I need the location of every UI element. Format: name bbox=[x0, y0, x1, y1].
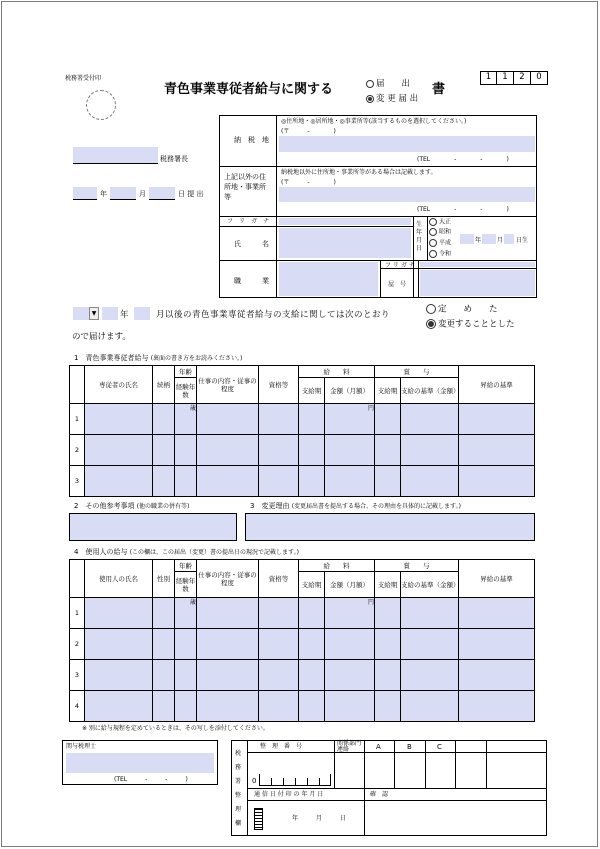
name-label: 氏 名 bbox=[234, 240, 269, 248]
stamp-label: 税務署受付印 bbox=[65, 75, 102, 82]
form-number: 1 1 2 0 bbox=[480, 71, 548, 85]
address-label: 納 税 地 bbox=[234, 136, 269, 144]
radio-icon bbox=[429, 228, 437, 236]
tax-agent-label: 関与税理士 bbox=[66, 743, 97, 750]
day-label: 日 提 出 bbox=[178, 190, 204, 198]
tax-office-field[interactable] bbox=[73, 147, 158, 164]
birth-year[interactable] bbox=[460, 234, 474, 244]
section4-title: 4 使用人の給与 (この欄は、この届出（変更）書の提出日の現況で記載します。) bbox=[74, 548, 299, 556]
address-field[interactable] bbox=[279, 136, 535, 152]
serial-ticks bbox=[259, 774, 331, 786]
birth-day[interactable] bbox=[504, 234, 514, 244]
table-row: 3 bbox=[70, 660, 535, 691]
radio-icon bbox=[366, 80, 374, 88]
tax-agent-field[interactable] bbox=[66, 753, 214, 773]
era-taisho[interactable]: 大正 bbox=[429, 218, 451, 226]
year-label: 年 bbox=[100, 190, 107, 198]
table-row: 2 bbox=[70, 435, 535, 466]
era-reiwa[interactable]: 令和 bbox=[429, 250, 451, 258]
table-row: 1 歳 円 bbox=[70, 404, 535, 435]
serial-label: 整 理 番 号 bbox=[260, 743, 303, 750]
table-row: 1 歳 円 bbox=[70, 598, 535, 629]
barcode-icon bbox=[254, 808, 263, 830]
tel-field[interactable]: (TEL - - ) bbox=[417, 156, 509, 163]
submit-month[interactable] bbox=[110, 187, 136, 200]
office-use-label: 税務署整理欄 bbox=[235, 750, 242, 827]
furigana-label: フ リ ガ ナ bbox=[227, 218, 270, 225]
office-suffix: 税務署長 bbox=[160, 155, 188, 163]
birth-day-label: 日生 bbox=[516, 237, 529, 244]
stamp-circle bbox=[86, 90, 116, 120]
tax-agent-tel[interactable]: (TEL - - ) bbox=[114, 776, 188, 783]
section2-title: 2 その他参考事項 (他の職業の併有等) bbox=[74, 502, 190, 510]
other-address-note: 納税地以外に住所地・事業所等がある場合は記載します。 bbox=[281, 169, 437, 176]
era-showa[interactable]: 昭和 bbox=[429, 228, 451, 236]
ymd-label: 年 月 日 bbox=[292, 815, 347, 822]
era-heisei[interactable]: 平成 bbox=[429, 239, 451, 247]
shop-furigana-field[interactable] bbox=[420, 262, 535, 267]
opt-set[interactable]: 定 め た bbox=[426, 304, 498, 316]
shop-label: 屋 号 bbox=[388, 281, 407, 288]
section1-title: 1 青色事業専従者給与 (裏面の書き方をお読みください。) bbox=[74, 354, 243, 362]
radio-icon bbox=[426, 304, 436, 314]
radio-icon bbox=[429, 239, 437, 247]
tel-field-2[interactable]: (TEL - - ) bbox=[417, 206, 509, 213]
opt-changed[interactable]: 変更することとした bbox=[426, 319, 515, 331]
name-field[interactable] bbox=[279, 228, 411, 258]
address-options[interactable]: ◎住所地・◎居所地・◎事業所等(該当するものを選択してください。) bbox=[281, 118, 467, 125]
col-c: C bbox=[437, 743, 442, 751]
postal-code-2[interactable]: (〒 - ) bbox=[281, 179, 336, 186]
birth-month-label: 月 bbox=[497, 237, 504, 244]
section4-table: 使用人の氏名 性別 年齢 仕事の内容・従事の程度 資格等 給 料 賞 与 昇給の基準 経験年数 支給期 金額（月額） 支給期 支給の基準（金額） 1 歳 円 2 3 4 bbox=[69, 559, 535, 722]
col-a: A bbox=[376, 743, 381, 751]
table-row: 3 bbox=[70, 466, 535, 497]
change-reason-field[interactable] bbox=[245, 513, 535, 541]
chevron-down-icon[interactable]: ▼ bbox=[89, 307, 99, 320]
other-address-label: 上記以外の住所地・事業所等 bbox=[224, 173, 266, 201]
shop-name-field[interactable] bbox=[420, 270, 535, 296]
occupation-label: 職 業 bbox=[234, 277, 269, 285]
era-select[interactable] bbox=[73, 307, 99, 320]
submit-day[interactable] bbox=[149, 187, 175, 200]
confirm-label: 確 認 bbox=[370, 791, 389, 798]
radio-icon bbox=[426, 319, 436, 329]
furigana-field[interactable] bbox=[279, 218, 411, 225]
statement-text-2: ので届けます。 bbox=[72, 332, 131, 342]
footnote: ※ 別に給与規程を定めているときは、その写しを添付してください。 bbox=[82, 725, 269, 732]
birth-label: 生年月日 bbox=[416, 221, 423, 252]
birth-year-label: 年 bbox=[475, 237, 482, 244]
date-label: 通 信 日 付 印 の 年 月 日 bbox=[254, 791, 324, 798]
start-year[interactable] bbox=[102, 307, 118, 320]
reference-field[interactable] bbox=[69, 513, 237, 541]
month-label: 月 bbox=[139, 190, 146, 198]
furigana-label-2: フ リ ガ ナ bbox=[385, 262, 415, 269]
table-row: 4 bbox=[70, 691, 535, 722]
form-page bbox=[1, 1, 598, 847]
occupation-field[interactable] bbox=[279, 262, 378, 296]
radio-icon bbox=[366, 95, 374, 103]
table-row: 2 bbox=[70, 629, 535, 660]
statement-text: 年 月以後の青色事業専従者給与の支給に関しては次のとおり bbox=[120, 310, 391, 320]
opt-notify[interactable]: 届 出 bbox=[366, 79, 410, 90]
dept-label: 関係部門連絡 bbox=[337, 740, 362, 753]
section3-title: 3 変更理由 (変更届出書を提出する場合、その理由を具体的に記載します。) bbox=[250, 502, 461, 510]
opt-change[interactable]: 変 更 届 出 bbox=[366, 94, 418, 105]
form-title-tail: 書 bbox=[432, 82, 446, 97]
radio-icon bbox=[429, 250, 437, 258]
other-address-field[interactable] bbox=[279, 187, 535, 202]
serial-zero: 0 bbox=[252, 777, 257, 785]
section1-table: 専従者の氏名 続柄 年齢 仕事の内容・従事の程度 資格等 給 料 賞 与 昇給の基準 経験年数 支給期 金額（月額） 支給期 支給の基準（金額） 1 歳 円 2 3 bbox=[69, 365, 535, 497]
form-title: 青色事業専従者給与に関する bbox=[164, 82, 334, 97]
submit-era-year[interactable] bbox=[73, 187, 97, 200]
birth-month[interactable] bbox=[482, 234, 496, 244]
radio-icon bbox=[429, 218, 437, 226]
col-b: B bbox=[407, 743, 412, 751]
postal-code[interactable]: (〒 - ) bbox=[281, 128, 336, 135]
